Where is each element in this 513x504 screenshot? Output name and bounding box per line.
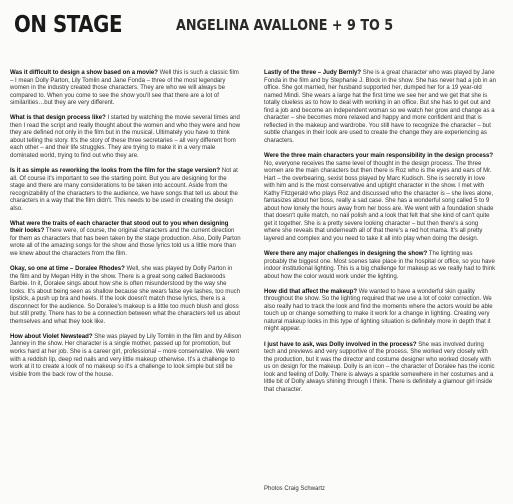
qa-block — [10, 115, 242, 160]
qa-block — [264, 70, 496, 145]
right-column — [264, 70, 496, 402]
question: Is it as simple as reworking the looks from the film for the stage version? — [10, 168, 221, 175]
question: Was it difficult to design a show based on a movie? — [10, 70, 158, 76]
qa-block — [10, 221, 242, 259]
qa-block — [10, 168, 242, 213]
answer: We wanted to have a wonderful skin quality throughout the show. So the lighting required that we use a lot of color correction. We also really had to track the look and find the moments where the actors would be able touch up or change something to make it work for a change in lighting. Creating very natural makeup looks in this type of lighting situation is definitely more in depth that it might appear. — [264, 288, 493, 333]
question: Lastly of the three – Judy Bernly? — [264, 70, 362, 76]
answer: Well this is such a classic film – I mean Dolly Parton, Lily Tomlin and Jane Fonda – three of the most legendary women in the industry created those characters. They are who we will always be compared to. When you come to see the show you'll see that there are a lot of similarities…but they are very different. — [10, 70, 239, 107]
answer: Well, she was played by Dolly Parton in the film and by Megan Hilty in the show. There is a great song called Backwoods Barbie. In it, Doralee sings about how she is often misunderstood by the way she looks. It's about being seen as shallow because she wears false eye lashes, too much lipstick, a push up bra and heels. If the look doesn't match those lyrics, there is a disconnect for the audience. So Doralee's makeup is a little too much blush and gloss but still pretty. There has to be a connection between what the characters tell us about themselves and what they look like. — [10, 266, 241, 325]
question: Okay, so one at time – Doralee Rhodes? — [10, 266, 125, 273]
question: Were there any major challenges in designing the show? — [264, 251, 428, 258]
qa-block — [264, 342, 496, 395]
question: I just have to ask, was Dolly involved in the process? — [264, 341, 417, 348]
answer: The lighting was probably the biggest one. Most scenes take place in the hospital or office, so you have indoor institutional lighting. This is a big challenge for makeup as we really had to think about how the color would work under the lighting. — [264, 251, 496, 280]
question: What is that design process like? — [10, 115, 106, 122]
question: Were the three main characters your main responsibility in the design process? — [264, 152, 494, 159]
answer: Not at all. Of course it's important to see the starting point. But you are designing for the stage and there are many considerations to be taken into account. Aside from the recognizability of the characters to the audience, we have songs that tell us about the characters in a way that the film didn't. This needs to be used in creating the design also. — [10, 168, 238, 212]
question: How about Violet Newstead? — [10, 333, 93, 340]
article-subtitle: ANGELINA AVALLONE + 9 TO 5 — [176, 16, 394, 34]
qa-block — [264, 251, 496, 281]
qa-block — [10, 70, 242, 108]
left-column — [10, 70, 242, 387]
question: What were the traits of each character that stood out to you when designing their looks? — [10, 220, 229, 235]
qa-block — [10, 334, 242, 379]
photo-credit: Photos Craig Schwartz — [264, 486, 326, 492]
answer: She was played by Lily Tomlin in the film and by Allison Janney in the show. Her character is a single mother, passed up for promotion, but works hard at her job. She is a career girl, professional – more conservative. We went with a reddish lip, deep red nails and very little makeup otherwise. It's a challenge to work at it to create a look of no makeup so it's a challenge to look simple but still be visible from the back row of the house. — [10, 333, 242, 378]
qa-block — [10, 266, 242, 326]
qa-block — [264, 289, 496, 334]
answer: She is a great character who was played by Jane Fonda in the film and by Stephanie J. Block in the show. She has never had a job in an office. She got married, her husband supported her, dumped her for a 19 year-old named Mindi. She wears a large hat the first time we see her and we get that she is totally clueless as to how to deal with working in an office. But she has to get out and find a job and become an independent woman so we watch her grow and change as a character – she becomes more relaxed and happy and more confident and that is reflected in the makeup and wardrobe. You still have to recognize the character – but subtle changes in their look are used to create the change they are experiencing as characters. — [264, 70, 496, 144]
answer: I started by watching the movie several times and then I read the script and really thought about the women and who they were and how they are defined not only in the film but in the musical. Ultimately you have to think about telling the story. It's the story of these three secretaries – all very different from each other – and their life struggles. They are trying to make it in a very male dominated world, trying to find out who they are. — [10, 115, 240, 159]
qa-block — [264, 153, 496, 244]
section-title: ON STAGE — [14, 12, 123, 38]
answer: There were, of course, the original characters and the current direction for them as characters that has been taken by the stage production. Also, Dolly Parton wrote all of the amazing songs for the show and those lyrics told us a little more than we knew about the characters from the film. — [10, 228, 241, 257]
question: How did that affect the makeup? — [264, 288, 358, 295]
answer: No, everyone receives the same level of thought in the design process. The three women are the main characters but then there is Roz who is the eyes and ears of Mr. Hart – the overbearing, sexist boss played by Marc Kudisch. She is secretly in love with him and is the most conservative and uptight character in the show. I met with Kathy Fitzgerald who plays Roz and discussed who the character is – she lives alone, fantasizes about her boss, really a sad case. She has a wonderful song called 5 to 9 about how lonely the hours away from her boss are. We went with a foundation shade that doesn't quite match, no nail polish and a look that felt that she kind of can't quite get it together. She is a pretty severe looking character – but then there's a song where she reveals that underneath all of that there's a red hot mama. It's all pretty layered and complex and you need to take it all into play when doing the design. — [264, 160, 494, 242]
answer: She was involved during tech and previews and very supportive of the process. She worked very closely with the production, but it was the director and costume designer who worked closely with us on design for the makeup. Dolly is an icon – the character of Doralee has the iconic look and feeling of Dolly. There is always a sparkle somewhere in her costumes and a little bit of Dolly always shining through I think. There is definitely a glamour girl inside that character. — [264, 341, 495, 393]
article-header — [14, 12, 504, 38]
